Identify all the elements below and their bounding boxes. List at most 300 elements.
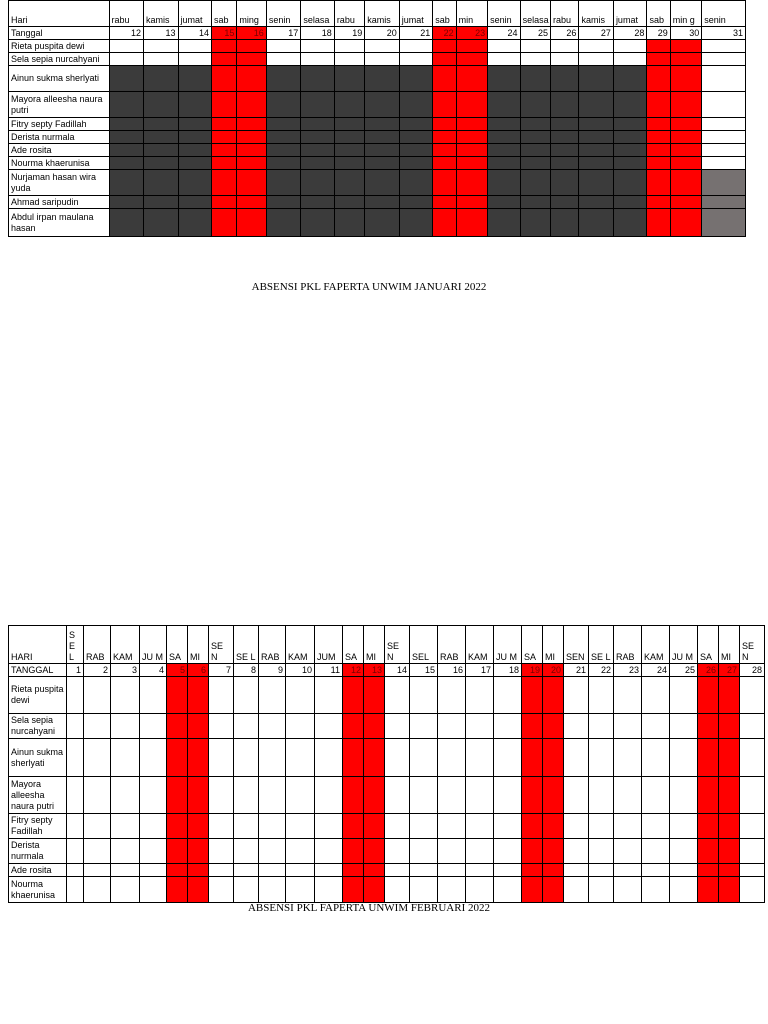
attendance-cell: [399, 144, 433, 157]
attendance-cell: [670, 877, 698, 903]
date-cell: 19: [522, 664, 543, 677]
day-name: rabu: [334, 1, 364, 27]
attendance-cell: [334, 40, 364, 53]
attendance-cell: [315, 714, 343, 739]
attendance-cell: [520, 170, 550, 196]
attendance-cell: [144, 170, 179, 196]
attendance-cell: [410, 714, 438, 739]
attendance-cell: [466, 864, 494, 877]
attendance-cell: [212, 196, 237, 209]
attendance-cell: [364, 864, 385, 877]
date-cell: 23: [456, 27, 487, 40]
attendance-cell: [286, 739, 315, 777]
attendance-cell: [719, 864, 740, 877]
attendance-cell: [234, 677, 259, 714]
attendance-cell: [84, 839, 111, 864]
attendance-cell: [579, 118, 614, 131]
attendance-cell: [456, 196, 487, 209]
attendance-cell: [212, 209, 237, 237]
date-cell: 7: [209, 664, 234, 677]
date-cell: 21: [564, 664, 589, 677]
attendance-cell: [698, 864, 719, 877]
attendance-cell: [564, 839, 589, 864]
date-cell: 25: [520, 27, 550, 40]
attendance-cell: [433, 66, 456, 92]
attendance-cell: [140, 739, 167, 777]
attendance-cell: [364, 777, 385, 814]
attendance-cell: [579, 131, 614, 144]
attendance-cell: [740, 864, 765, 877]
day-name: SE L: [234, 626, 259, 664]
attendance-cell: [67, 777, 84, 814]
day-name: SEN: [564, 626, 589, 664]
attendance-cell: [109, 118, 144, 131]
attendance-cell: [522, 814, 543, 839]
attendance-cell: [551, 40, 579, 53]
day-name: senin: [702, 1, 746, 27]
label-hari: Hari: [9, 1, 110, 27]
attendance-cell: [343, 777, 364, 814]
attendance-cell: [212, 157, 237, 170]
attendance-cell: [589, 714, 614, 739]
attendance-cell: [234, 814, 259, 839]
attendance-cell: [234, 739, 259, 777]
attendance-table-february: [8, 625, 765, 903]
day-name: SA: [522, 626, 543, 664]
attendance-cell: [167, 839, 188, 864]
attendance-cell: [109, 40, 144, 53]
attendance-cell: [343, 864, 364, 877]
student-name: Ainun sukma sherlyati: [9, 739, 67, 777]
attendance-cell: [334, 196, 364, 209]
attendance-cell: [385, 714, 410, 739]
student-name: Ade rosita: [9, 144, 110, 157]
attendance-cell: [266, 144, 301, 157]
attendance-cell: [109, 144, 144, 157]
date-cell: 12: [109, 27, 144, 40]
date-cell: 16: [237, 27, 266, 40]
attendance-cell: [140, 814, 167, 839]
date-cell: 17: [466, 664, 494, 677]
attendance-cell: [140, 777, 167, 814]
attendance-cell: [702, 157, 746, 170]
day-name: kamis: [144, 1, 179, 27]
student-row: [9, 144, 746, 157]
day-name: sab: [212, 1, 237, 27]
caption-january: ABSENSI PKL FAPERTA UNWIM JANUARI 2022: [251, 281, 487, 293]
date-cell: 6: [188, 664, 209, 677]
attendance-cell: [364, 839, 385, 864]
attendance-cell: [410, 739, 438, 777]
attendance-cell: [410, 839, 438, 864]
attendance-cell: [365, 209, 400, 237]
attendance-cell: [520, 196, 550, 209]
attendance-cell: [399, 53, 433, 66]
attendance-cell: [456, 66, 487, 92]
attendance-cell: [456, 40, 487, 53]
date-cell: 20: [543, 664, 564, 677]
date-cell: 22: [433, 27, 456, 40]
attendance-cell: [178, 144, 212, 157]
day-name: MI: [364, 626, 385, 664]
attendance-cell: [589, 777, 614, 814]
attendance-cell: [564, 877, 589, 903]
attendance-cell: [410, 677, 438, 714]
attendance-cell: [111, 714, 140, 739]
attendance-cell: [647, 53, 670, 66]
attendance-cell: [144, 40, 179, 53]
attendance-cell: [67, 677, 84, 714]
attendance-cell: [286, 677, 315, 714]
day-name: MI: [188, 626, 209, 664]
date-cell: 27: [719, 664, 740, 677]
attendance-cell: [259, 777, 286, 814]
day-name: RAB: [614, 626, 642, 664]
date-cell: 3: [111, 664, 140, 677]
attendance-cell: [237, 209, 266, 237]
attendance-cell: [109, 196, 144, 209]
attendance-cell: [522, 864, 543, 877]
attendance-cell: [520, 53, 550, 66]
date-cell: 18: [301, 27, 335, 40]
attendance-cell: [140, 839, 167, 864]
day-name: jumat: [178, 1, 212, 27]
attendance-cell: [209, 714, 234, 739]
attendance-cell: [109, 170, 144, 196]
attendance-cell: [365, 118, 400, 131]
student-name: Mayora alleesha naura putri: [9, 777, 67, 814]
attendance-cell: [334, 157, 364, 170]
attendance-cell: [702, 92, 746, 118]
attendance-cell: [234, 877, 259, 903]
attendance-cell: [520, 66, 550, 92]
attendance-cell: [642, 877, 670, 903]
attendance-cell: [488, 66, 520, 92]
day-name: JU M: [494, 626, 522, 664]
attendance-cell: [365, 131, 400, 144]
date-cell: 1: [67, 664, 84, 677]
attendance-cell: [433, 196, 456, 209]
attendance-cell: [410, 777, 438, 814]
attendance-cell: [237, 131, 266, 144]
attendance-cell: [385, 814, 410, 839]
attendance-cell: [456, 53, 487, 66]
attendance-cell: [579, 196, 614, 209]
attendance-cell: [364, 877, 385, 903]
attendance-cell: [237, 53, 266, 66]
attendance-cell: [315, 777, 343, 814]
attendance-cell: [111, 839, 140, 864]
attendance-cell: [364, 714, 385, 739]
date-cell: 24: [488, 27, 520, 40]
student-name: Derista nurmala: [9, 839, 67, 864]
attendance-cell: [140, 677, 167, 714]
attendance-cell: [466, 714, 494, 739]
student-row: [9, 196, 746, 209]
attendance-cell: [259, 864, 286, 877]
attendance-cell: [589, 677, 614, 714]
student-row: [9, 66, 746, 92]
attendance-cell: [343, 877, 364, 903]
attendance-cell: [522, 777, 543, 814]
attendance-cell: [209, 877, 234, 903]
attendance-cell: [188, 864, 209, 877]
attendance-cell: [670, 53, 701, 66]
date-cell: 30: [670, 27, 701, 40]
attendance-cell: [488, 157, 520, 170]
attendance-cell: [579, 157, 614, 170]
attendance-cell: [84, 677, 111, 714]
attendance-cell: [334, 170, 364, 196]
attendance-cell: [334, 131, 364, 144]
student-name: Nurjaman hasan wira yuda: [9, 170, 110, 196]
attendance-cell: [212, 170, 237, 196]
day-name: RAB: [84, 626, 111, 664]
attendance-cell: [740, 877, 765, 903]
attendance-cell: [212, 66, 237, 92]
attendance-cell: [178, 170, 212, 196]
attendance-cell: [522, 714, 543, 739]
day-name: MI: [543, 626, 564, 664]
attendance-cell: [365, 196, 400, 209]
attendance-cell: [144, 144, 179, 157]
attendance-cell: [579, 209, 614, 237]
attendance-cell: [212, 92, 237, 118]
attendance-cell: [579, 53, 614, 66]
student-row: [9, 118, 746, 131]
attendance-cell: [670, 209, 701, 237]
day-name: sab: [647, 1, 670, 27]
day-name: min: [456, 1, 487, 27]
student-name: Derista nurmala: [9, 131, 110, 144]
attendance-cell: [698, 814, 719, 839]
attendance-cell: [385, 677, 410, 714]
attendance-cell: [642, 777, 670, 814]
attendance-cell: [433, 131, 456, 144]
attendance-cell: [266, 66, 301, 92]
attendance-cell: [259, 739, 286, 777]
attendance-cell: [212, 118, 237, 131]
attendance-cell: [698, 877, 719, 903]
attendance-cell: [111, 814, 140, 839]
student-name: Nourma khaerunisa: [9, 877, 67, 903]
attendance-cell: [188, 739, 209, 777]
attendance-cell: [399, 209, 433, 237]
date-cell: 28: [740, 664, 765, 677]
attendance-cell: [719, 777, 740, 814]
attendance-cell: [647, 92, 670, 118]
attendance-cell: [456, 131, 487, 144]
student-row: [9, 877, 765, 903]
day-name: ming: [237, 1, 266, 27]
attendance-cell: [438, 714, 466, 739]
attendance-cell: [456, 209, 487, 237]
attendance-cell: [579, 40, 614, 53]
attendance-cell: [167, 677, 188, 714]
attendance-cell: [438, 739, 466, 777]
attendance-cell: [301, 53, 335, 66]
attendance-cell: [167, 714, 188, 739]
attendance-cell: [719, 677, 740, 714]
attendance-cell: [301, 66, 335, 92]
attendance-cell: [740, 839, 765, 864]
date-cell: 27: [579, 27, 614, 40]
student-name: Ade rosita: [9, 864, 67, 877]
attendance-cell: [543, 839, 564, 864]
attendance-cell: [564, 814, 589, 839]
attendance-cell: [456, 92, 487, 118]
caption-february: ABSENSI PKL FAPERTA UNWIM FEBRUARI 2022: [247, 902, 490, 914]
day-name: senin: [266, 1, 301, 27]
attendance-cell: [702, 196, 746, 209]
attendance-cell: [84, 777, 111, 814]
student-name: Fitry septy Fadillah: [9, 814, 67, 839]
attendance-cell: [494, 814, 522, 839]
attendance-cell: [613, 157, 647, 170]
attendance-cell: [614, 739, 642, 777]
attendance-cell: [266, 170, 301, 196]
attendance-cell: [111, 777, 140, 814]
attendance-cell: [494, 739, 522, 777]
attendance-cell: [647, 196, 670, 209]
attendance-cell: [365, 144, 400, 157]
attendance-cell: [109, 209, 144, 237]
day-name: RAB: [438, 626, 466, 664]
attendance-cell: [385, 877, 410, 903]
attendance-cell: [343, 814, 364, 839]
attendance-cell: [167, 739, 188, 777]
attendance-cell: [410, 864, 438, 877]
day-name: RAB: [259, 626, 286, 664]
attendance-cell: [364, 739, 385, 777]
attendance-cell: [385, 864, 410, 877]
attendance-cell: [67, 814, 84, 839]
day-name: kamis: [579, 1, 614, 27]
attendance-cell: [286, 877, 315, 903]
attendance-cell: [670, 677, 698, 714]
date-cell: 21: [399, 27, 433, 40]
attendance-cell: [334, 209, 364, 237]
attendance-cell: [144, 66, 179, 92]
attendance-cell: [520, 40, 550, 53]
student-row: [9, 40, 746, 53]
attendance-cell: [456, 144, 487, 157]
attendance-cell: [702, 209, 746, 237]
attendance-cell: [740, 714, 765, 739]
attendance-cell: [433, 157, 456, 170]
attendance-cell: [178, 40, 212, 53]
attendance-cell: [364, 814, 385, 839]
attendance-cell: [613, 131, 647, 144]
attendance-cell: [234, 777, 259, 814]
attendance-cell: [642, 739, 670, 777]
label-tanggal: Tanggal: [9, 27, 110, 40]
attendance-cell: [178, 209, 212, 237]
attendance-cell: [188, 877, 209, 903]
attendance-cell: [167, 864, 188, 877]
attendance-cell: [301, 92, 335, 118]
date-cell: 13: [364, 664, 385, 677]
student-row: [9, 864, 765, 877]
attendance-cell: [334, 92, 364, 118]
attendance-cell: [433, 53, 456, 66]
attendance-cell: [209, 864, 234, 877]
attendance-cell: [613, 40, 647, 53]
attendance-cell: [488, 144, 520, 157]
attendance-cell: [670, 196, 701, 209]
day-name: senin: [488, 1, 520, 27]
attendance-cell: [343, 839, 364, 864]
attendance-cell: [209, 839, 234, 864]
student-name: Sela sepia nurcahyani: [9, 53, 110, 66]
attendance-cell: [494, 677, 522, 714]
attendance-cell: [178, 118, 212, 131]
attendance-cell: [259, 877, 286, 903]
header-row-dates: [9, 664, 765, 677]
attendance-cell: [301, 40, 335, 53]
attendance-cell: [188, 714, 209, 739]
day-name: jumat: [613, 1, 647, 27]
attendance-cell: [488, 170, 520, 196]
attendance-cell: [111, 739, 140, 777]
attendance-cell: [456, 157, 487, 170]
attendance-cell: [433, 170, 456, 196]
day-name: kamis: [365, 1, 400, 27]
day-name: sab: [433, 1, 456, 27]
attendance-cell: [365, 53, 400, 66]
attendance-cell: [642, 714, 670, 739]
attendance-cell: [399, 131, 433, 144]
attendance-cell: [438, 877, 466, 903]
attendance-cell: [488, 131, 520, 144]
attendance-cell: [399, 170, 433, 196]
attendance-cell: [334, 53, 364, 66]
attendance-cell: [144, 118, 179, 131]
student-row: [9, 209, 746, 237]
attendance-cell: [67, 714, 84, 739]
attendance-cell: [589, 839, 614, 864]
attendance-cell: [399, 92, 433, 118]
date-cell: 15: [410, 664, 438, 677]
attendance-cell: [564, 677, 589, 714]
attendance-cell: [234, 864, 259, 877]
attendance-cell: [286, 814, 315, 839]
attendance-cell: [647, 40, 670, 53]
attendance-cell: [613, 144, 647, 157]
attendance-cell: [642, 677, 670, 714]
attendance-cell: [719, 839, 740, 864]
attendance-cell: [334, 118, 364, 131]
day-name: SA: [698, 626, 719, 664]
attendance-cell: [259, 839, 286, 864]
attendance-cell: [488, 92, 520, 118]
attendance-cell: [111, 864, 140, 877]
attendance-cell: [702, 144, 746, 157]
attendance-cell: [614, 814, 642, 839]
attendance-cell: [551, 92, 579, 118]
date-cell: 23: [614, 664, 642, 677]
attendance-cell: [237, 144, 266, 157]
attendance-cell: [698, 714, 719, 739]
attendance-cell: [259, 677, 286, 714]
day-name: selasa: [301, 1, 335, 27]
attendance-cell: [543, 777, 564, 814]
attendance-cell: [334, 66, 364, 92]
attendance-cell: [670, 170, 701, 196]
header-row-dates: [9, 27, 746, 40]
date-cell: 9: [259, 664, 286, 677]
attendance-cell: [140, 714, 167, 739]
